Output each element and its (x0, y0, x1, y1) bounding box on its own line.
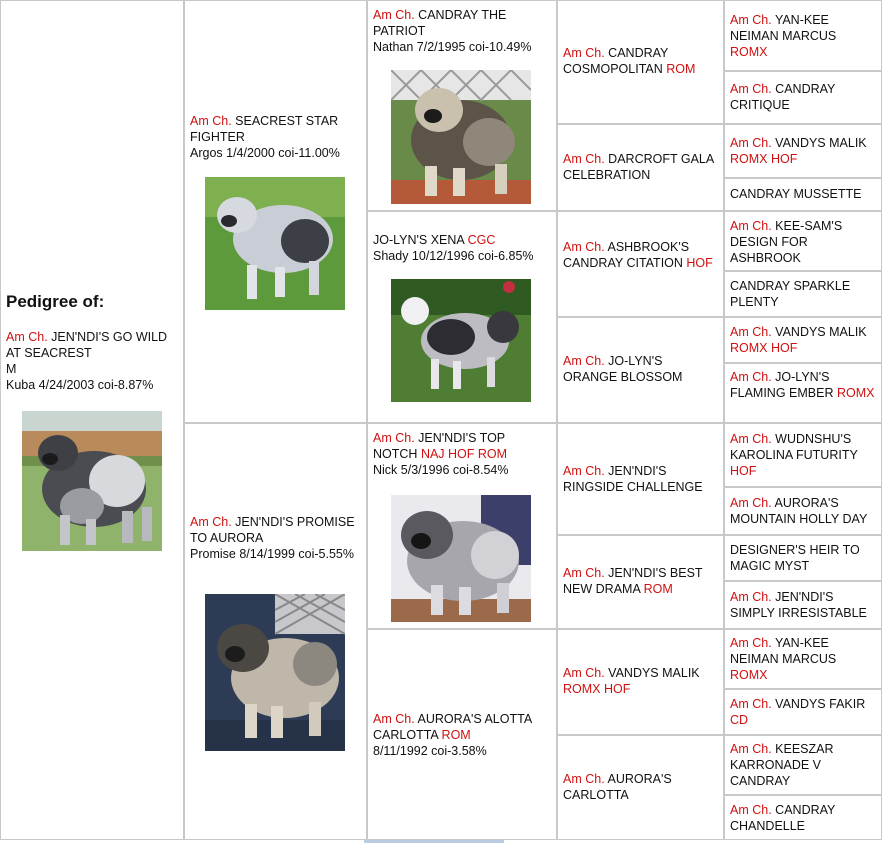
gen3-title: ROM (643, 582, 673, 596)
gen2-info: 8/11/1992 coi-3.58% (373, 744, 487, 758)
gen4-name-block (730, 741, 877, 789)
gen4-cell-5 (724, 211, 882, 271)
gen2-prefix: Am Ch. (373, 431, 415, 445)
gen4-name-block (730, 369, 877, 401)
gen3-name-block (563, 239, 719, 271)
gen2-name-block (373, 711, 552, 743)
dam-info: Promise 8/14/1999 coi-5.55% (190, 547, 354, 561)
gen3-cell-2 (557, 124, 724, 211)
page-title: Pedigree of: (6, 292, 105, 311)
gen2-name: CANDRAY THE PATRIOT (373, 8, 507, 38)
gen3-cell-6 (557, 535, 724, 629)
gen2-name-block (373, 430, 552, 462)
gen3-prefix: Am Ch. (563, 772, 605, 786)
gen4-name: KEE-SAM'S DESIGN FOR ASHBROOK (730, 219, 843, 265)
gen4-prefix: Am Ch. (730, 370, 772, 384)
gen4-cell-10 (724, 487, 882, 535)
gen4-cell-3 (724, 124, 882, 178)
gen3-prefix: Am Ch. (563, 666, 605, 680)
gen3-prefix: Am Ch. (563, 354, 605, 368)
gen2-photo-3 (391, 495, 531, 622)
gen4-name: JO-LYN'S FLAMING EMBER (730, 370, 834, 400)
gen3-cell-5 (557, 423, 724, 535)
gen4-name: VANDYS MALIK (775, 325, 867, 339)
dam-name-block (190, 514, 362, 546)
gen4-name-block (730, 81, 877, 113)
dam-photo (205, 594, 345, 751)
gen4-name: VANDYS FAKIR (775, 697, 866, 711)
dam-name: JEN'NDI'S PROMISE TO AURORA (190, 515, 355, 545)
gen3-name-block (563, 565, 719, 597)
gen3-title: ROMX HOF (563, 682, 631, 696)
gen2-cell-1 (367, 0, 557, 211)
gen4-prefix: Am Ch. (730, 742, 772, 756)
gen4-name-block (730, 495, 877, 527)
gen4-name-block (730, 542, 877, 574)
gen3-name-block (563, 151, 719, 183)
gen3-name: JO-LYN'S ORANGE BLOSSOM (563, 354, 683, 384)
gen4-name-block (730, 278, 877, 310)
gen4-name: CANDRAY SPARKLE PLENTY (730, 279, 851, 309)
gen3-name: AURORA'S CARLOTTA (563, 772, 672, 802)
gen4-cell-11 (724, 535, 882, 581)
gen2-photo-2 (391, 279, 531, 402)
gen3-cell-7 (557, 629, 724, 735)
gen4-prefix: Am Ch. (730, 136, 772, 150)
gen4-cell-16 (724, 795, 882, 840)
sire-name-block (190, 113, 362, 145)
gen4-title: CD (730, 713, 749, 727)
gen4-title: ROMX (836, 386, 875, 400)
gen4-cell-6 (724, 271, 882, 317)
gen2-cell-2 (367, 211, 557, 423)
gen3-prefix: Am Ch. (563, 240, 605, 254)
subject-prefix: Am Ch. (6, 330, 48, 344)
gen2-info: Nick 5/3/1996 coi-8.54% (373, 463, 509, 477)
gen4-cell-12 (724, 581, 882, 629)
gen4-prefix: Am Ch. (730, 803, 772, 817)
dam-cell (184, 423, 367, 840)
gen2-name-block (373, 7, 552, 39)
gen2-name-block (373, 232, 552, 248)
gen2-info: Shady 10/12/1996 coi-6.85% (373, 249, 534, 263)
gen4-name-block (730, 324, 877, 356)
gen4-cell-7 (724, 317, 882, 363)
gen2-name: JO-LYN'S XENA (373, 233, 465, 247)
gen4-prefix: Am Ch. (730, 697, 772, 711)
gen3-title: ROM (666, 62, 696, 76)
gen4-prefix: Am Ch. (730, 636, 772, 650)
gen4-prefix: Am Ch. (730, 13, 772, 27)
gen4-cell-2 (724, 71, 882, 124)
gen4-name-block (730, 802, 877, 834)
gen4-name-block (730, 589, 877, 621)
gen3-name: CANDRAY COSMOPOLITAN (563, 46, 669, 76)
gen4-prefix: Am Ch. (730, 496, 772, 510)
gen3-name: JEN'NDI'S RINGSIDE CHALLENGE (563, 464, 703, 494)
gen4-title: HOF (730, 464, 757, 478)
subject-name-block (6, 329, 179, 361)
gen3-cell-8 (557, 735, 724, 840)
gen4-title: ROMX HOF (730, 152, 798, 166)
sire-prefix: Am Ch. (190, 114, 232, 128)
gen4-cell-8 (724, 363, 882, 423)
gen4-name: VANDYS MALIK (775, 136, 867, 150)
gen2-title: NAJ HOF ROM (420, 447, 508, 461)
gen3-name-block (563, 45, 719, 77)
gen2-title: ROM (441, 728, 471, 742)
gen4-cell-14 (724, 689, 882, 735)
gen4-title: ROMX (730, 668, 768, 682)
gen4-name: DESIGNER'S HEIR TO MAGIC MYST (730, 543, 860, 573)
gen4-name-block (730, 12, 877, 60)
gen4-name: WUDNSHU'S KAROLINA FUTURITY (730, 432, 858, 462)
subject-cell (0, 0, 184, 840)
gen2-info: Nathan 7/2/1995 coi-10.49% (373, 40, 532, 54)
gen3-name-block (563, 463, 719, 495)
gen4-cell-4 (724, 178, 882, 211)
gen4-name: CANDRAY MUSSETTE (730, 187, 862, 201)
gen4-name: CANDRAY CRITIQUE (730, 82, 836, 112)
subject-photo (22, 411, 162, 551)
gen4-name: YAN-KEE NEIMAN MARCUS (730, 636, 837, 666)
gen4-name-block (730, 135, 877, 167)
gen3-name: JEN'NDI'S BEST NEW DRAMA (563, 566, 703, 596)
gen4-name: YAN-KEE NEIMAN MARCUS (730, 13, 837, 43)
sire-cell (184, 0, 367, 423)
gen2-name: JEN'NDI'S TOP NOTCH (373, 431, 505, 461)
gen4-name-block (730, 186, 877, 202)
gen3-cell-4 (557, 317, 724, 423)
gen3-name: DARCROFT GALA CELEBRATION (563, 152, 714, 182)
gen4-name: CANDRAY CHANDELLE (730, 803, 836, 833)
gen4-cell-13 (724, 629, 882, 689)
gen4-cell-9 (724, 423, 882, 487)
gen2-cell-4 (367, 629, 557, 840)
sire-name: SEACREST STAR FIGHTER (190, 114, 339, 144)
gen3-cell-3 (557, 211, 724, 317)
gen3-prefix: Am Ch. (563, 46, 605, 60)
subject-info: Kuba 4/24/2003 coi-8.87% (6, 378, 154, 392)
gen3-name-block (563, 353, 719, 385)
gen3-prefix: Am Ch. (563, 152, 605, 166)
gen4-prefix: Am Ch. (730, 219, 772, 233)
subject-name: JEN'NDI'S GO WILD AT SEACREST (6, 330, 168, 360)
gen3-name-block (563, 665, 719, 697)
gen4-prefix: Am Ch. (730, 325, 772, 339)
dam-prefix: Am Ch. (190, 515, 232, 529)
gen3-name: VANDYS MALIK (608, 666, 700, 680)
gen4-name-block (730, 431, 877, 479)
gen4-name: KEESZAR KARRONADE V CANDRAY (730, 742, 834, 788)
gen4-name: JEN'NDI'S SIMPLY IRRESISTABLE (730, 590, 867, 620)
sire-info: Argos 1/4/2000 coi-11.00% (190, 146, 340, 160)
gen3-prefix: Am Ch. (563, 566, 605, 580)
gen2-photo-1 (391, 70, 531, 204)
gen4-cell-15 (724, 735, 882, 795)
gen4-name-block (730, 696, 877, 728)
gen4-title: ROMX HOF (730, 341, 798, 355)
gen4-name: AURORA'S MOUNTAIN HOLLY DAY (730, 496, 868, 526)
gen2-prefix: Am Ch. (373, 712, 415, 726)
gen3-title: HOF (686, 256, 713, 270)
sire-photo (205, 177, 345, 310)
gen4-prefix: Am Ch. (730, 590, 772, 604)
gen2-cell-3 (367, 423, 557, 629)
gen3-cell-1 (557, 0, 724, 124)
gen4-title: ROMX (730, 45, 768, 59)
gen4-cell-1 (724, 0, 882, 71)
gen2-title: CGC (467, 233, 496, 247)
gen4-name-block (730, 635, 877, 683)
gen4-name-block (730, 218, 877, 266)
gen3-name-block (563, 771, 719, 803)
gen4-prefix: Am Ch. (730, 432, 772, 446)
gen3-name: ASHBROOK'S CANDRAY CITATION (563, 240, 690, 270)
gen4-prefix: Am Ch. (730, 82, 772, 96)
gen2-prefix: Am Ch. (373, 8, 415, 22)
gen2-name: AURORA'S ALOTTA CARLOTTA (373, 712, 532, 742)
gen3-prefix: Am Ch. (563, 464, 605, 478)
subject-sex: M (6, 362, 17, 376)
